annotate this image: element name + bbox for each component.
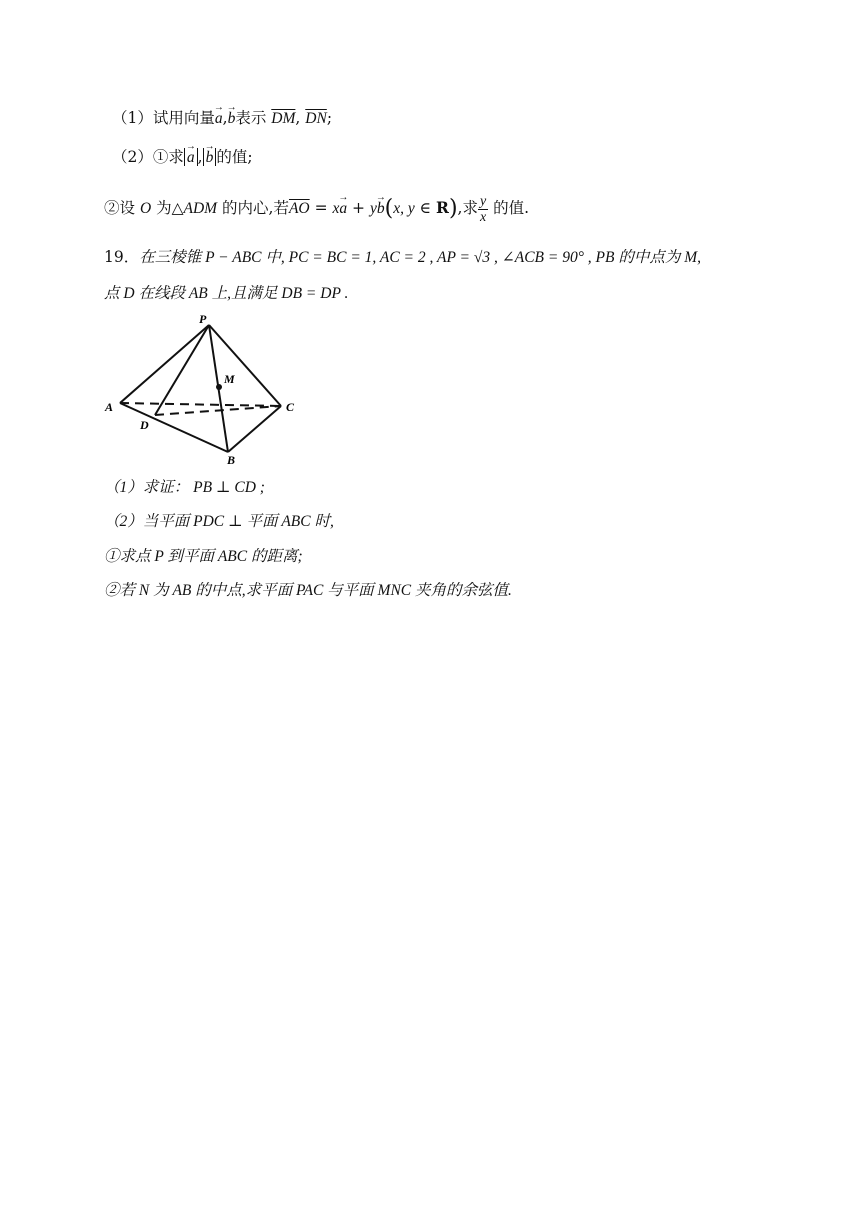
q19-part2: [104, 510, 334, 533]
math-O: O: [139, 200, 152, 217]
vector-b: → b: [377, 194, 385, 224]
text: 的值;: [216, 148, 253, 166]
q19-part2b: [104, 579, 512, 602]
question-stem: 在三棱锥 P − ABC 中, PC = BC = 1, AC = 2 , AP = √3 , ∠ACB = 90° , PB 的中点为 M,: [139, 249, 702, 266]
q19-part1: [104, 476, 265, 499]
subquestion-2b: ②若 N 为 AB 的中点,求平面 PAC 与平面 MNC 夹角的余弦值.: [104, 582, 512, 599]
question-stem: 点 D 在线段 AB 上,且满足 DB = DP .: [104, 285, 349, 302]
text: ;: [326, 109, 333, 127]
vector-a: → a: [187, 147, 195, 169]
text: ,: [222, 109, 228, 127]
numerator: y: [479, 193, 487, 209]
math-y: y: [369, 200, 377, 217]
edge-DC-dashed: [155, 406, 281, 415]
abs-b: [203, 148, 217, 166]
q19-stem-line1: [104, 246, 701, 269]
vector-DM: $\overline{DM}$: [271, 110, 296, 127]
paren-close: ): [448, 196, 458, 221]
text: ①求: [152, 148, 184, 166]
edge-PD: [155, 325, 209, 415]
text: 为△: [156, 199, 184, 217]
text: ,: [295, 109, 301, 127]
vector-AO: $\overline{AO}$: [288, 200, 310, 217]
subquestion-1: （1）求证： PB ⊥ CD ;: [104, 479, 265, 496]
vector-b: → b: [228, 108, 236, 130]
label-D: D: [140, 418, 149, 432]
fraction-y-over-x: [478, 194, 488, 225]
part-number: （1）: [112, 109, 153, 127]
q18-part1: [112, 107, 332, 130]
q18-part2: [112, 146, 253, 169]
label-P: P: [199, 312, 207, 326]
text: 表示: [235, 109, 267, 127]
label-M: M: [224, 372, 235, 386]
edge-PA: [120, 325, 209, 403]
tetrahedron-figure: [103, 312, 303, 467]
math-xy: x, y: [393, 200, 415, 217]
paren-open: (: [384, 196, 394, 221]
math-x: x: [332, 200, 340, 217]
text: 的内心,若: [222, 199, 289, 217]
label-B: B: [227, 453, 236, 467]
edge-BC: [228, 406, 281, 452]
math-ADM: ADM: [183, 200, 218, 217]
subquestion-2a: ①求点 P 到平面 ABC 的距离;: [104, 548, 303, 565]
label-A: A: [105, 400, 114, 414]
text: ∈: [414, 199, 437, 217]
q19-part2a: [104, 545, 303, 568]
text: =: [309, 199, 333, 217]
text: 的值.: [493, 199, 530, 217]
q19-stem-line2: [104, 282, 348, 305]
edge-AC-dashed: [120, 403, 281, 406]
text: ②设: [104, 199, 136, 217]
text: ,: [197, 148, 203, 166]
edge-AB: [120, 403, 228, 452]
label-C: C: [286, 400, 295, 414]
text: 试用向量: [152, 109, 215, 127]
point-M: [216, 384, 222, 390]
denominator: x: [479, 209, 487, 225]
part-number: （2）: [112, 148, 153, 166]
q18-part3: [104, 193, 529, 225]
vector-b: → b: [206, 147, 214, 169]
question-number: 19．: [104, 248, 140, 266]
vector-a: → a: [215, 108, 223, 130]
math-R: R: [436, 198, 449, 217]
abs-a: [184, 148, 198, 166]
vector-a: → a: [339, 194, 347, 224]
text: +: [347, 199, 370, 217]
text: ,求: [457, 199, 478, 217]
subquestion-2: （2）当平面 PDC ⊥ 平面 ABC 时,: [104, 513, 334, 530]
vector-DN: $\overline{DN}$: [305, 110, 327, 127]
